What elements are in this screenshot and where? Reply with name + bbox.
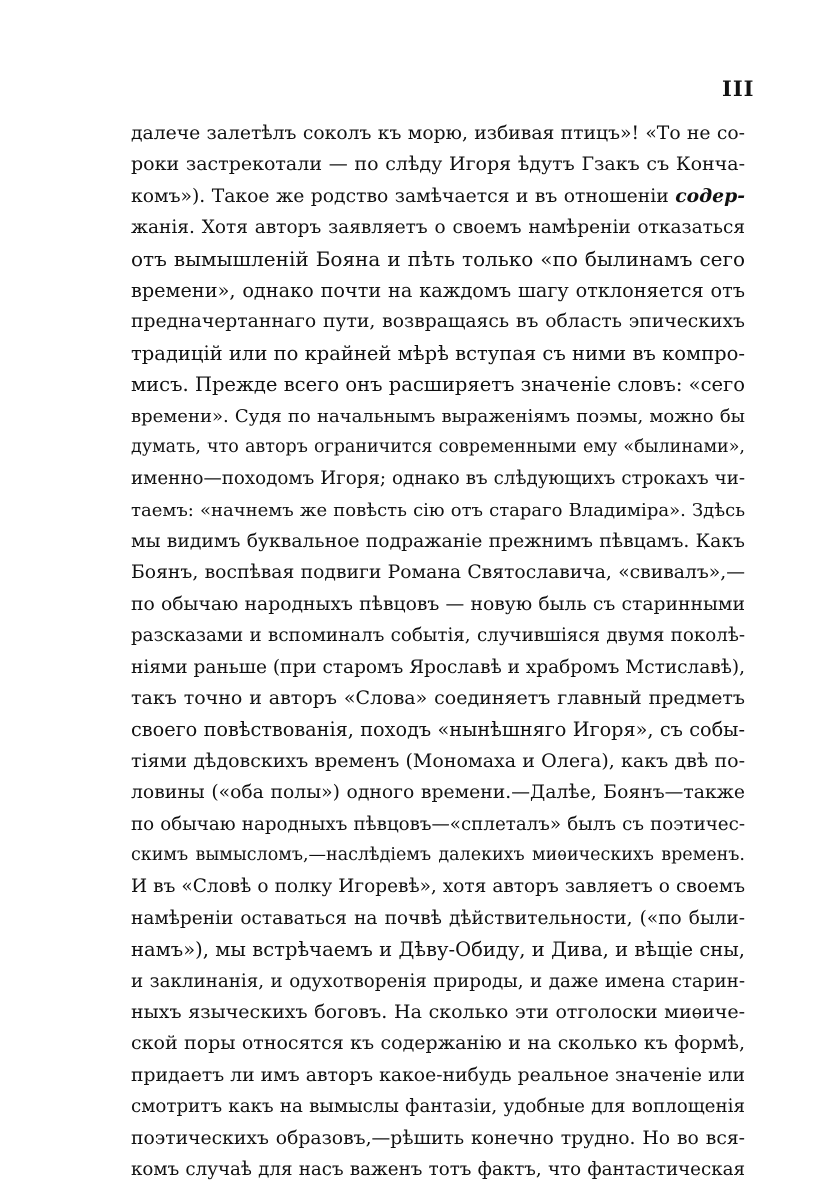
text-line-21: тіями дѣдовскихъ временъ (Мономаха и Олега), какъ двѣ по- xyxy=(131,749,745,772)
text-line-11: думать, что авторъ ограничится современными ему «былинами», xyxy=(131,436,745,457)
text-line-29: ныхъ языческихъ боговъ. На сколько эти отголоски миѳиче- xyxy=(131,1000,745,1023)
text-line-16: по обычаю народныхъ пѣвцовъ — новую быль съ старинными xyxy=(131,593,745,615)
text-line-13: таемъ: «начнемъ же повѣсть сію отъ стараго Владиміра». Здѣсь xyxy=(131,499,745,521)
text-line-34: комъ случаѣ для насъ важенъ тотъ фактъ, что фантастическая xyxy=(131,1158,745,1180)
body-text xyxy=(131,118,745,1185)
text-line-3 xyxy=(131,181,745,212)
text-line-23: по обычаю народныхъ пѣвцовъ—«сплеталъ» былъ съ поэтичес- xyxy=(131,813,745,835)
page-number: III xyxy=(722,76,755,101)
text-line-18: ніями раньше (при старомъ Ярославѣ и храбромъ Мстиславѣ), xyxy=(131,656,745,678)
text-line-24: скимъ вымысломъ,—наслѣдіемъ далекихъ миѳическихъ временъ. xyxy=(131,844,745,865)
text-line-32: смотритъ какъ на вымыслы фантазіи, удобные для воплощенія xyxy=(131,1096,745,1118)
text-line-30: ской поры относятся къ содержанію и на сколько къ формѣ, xyxy=(131,1032,745,1055)
text-line-20: своего повѣствованія, походъ «нынѣшняго Игоря», съ собы- xyxy=(131,718,745,742)
text-line-1: далече залетѣлъ соколъ къ морю, избивая птицъ»! «То не со- xyxy=(131,123,745,144)
text-line-6: времени», однако почти на каждомъ шагу отклоняется отъ xyxy=(131,278,745,302)
text-line-3-main: комъ»). Такое же родство замѣчается и въ отношеніи xyxy=(131,185,676,207)
text-line-33: поэтическихъ образовъ,—рѣшить конечно трудно. Но во вся- xyxy=(131,1127,745,1149)
text-line-31: придаетъ ли имъ авторъ какое-нибудь реальное значеніе или xyxy=(131,1064,745,1086)
text-line-28: и заклинанія, и одухотворенія природы, и даже имена старин- xyxy=(131,970,745,992)
text-line-7: предначертаннаго пути, возвращаясь въ область эпическихъ xyxy=(131,311,745,333)
text-line-25: И въ «Словѣ о полку Игоревѣ», хотя авторъ завляетъ о своемъ xyxy=(131,876,745,898)
text-line-17: разсказами и вспоминалъ событія, случившіяся двумя поколѣ- xyxy=(131,625,745,647)
text-line-27: намъ»), мы встрѣчаемъ и Дѣву-Обиду, и Дива, и вѣщіе сны, xyxy=(131,938,745,962)
text-line-26: намѣреніи оставаться на почвѣ дѣйствительности, («по были- xyxy=(131,907,745,929)
text-line-2: роки застрекотали — по слѣду Игоря ѣдутъ Гзакъ съ Конча- xyxy=(131,153,745,176)
text-line-22: ловины («оба полы») одного времени.—Далѣе, Боянъ—также xyxy=(131,782,745,804)
text-line-12: именно—походомъ Игоря; однако въ слѣдующихъ строкахъ чи- xyxy=(131,468,745,490)
text-line-19: такъ точно и авторъ «Слова» соединяетъ главный предметъ xyxy=(131,687,745,710)
text-line-4: жанія. Хотя авторъ заявляетъ о своемъ намѣреніи отказаться xyxy=(131,217,745,239)
text-line-9: мисъ. Прежде всего онъ расширяетъ значеніе словъ: «сего xyxy=(131,373,745,397)
text-line-15: Боянъ, воспѣвая подвиги Романа Святославича, «свивалъ»,— xyxy=(131,562,745,584)
text-line-10: времени». Судя по начальнымъ выраженіямъ поэмы, можно бы xyxy=(131,405,745,427)
italic-word-soderzhaniya: содер- xyxy=(675,184,745,207)
text-line-5: отъ вымышленій Бояна и пѣть только «по былинамъ сего xyxy=(131,246,745,271)
text-line-14: мы видимъ буквальное подражаніе прежнимъ пѣвцамъ. Какъ xyxy=(131,531,745,553)
text-line-8: традицій или по крайней мѣрѣ вступая съ ними въ компро- xyxy=(131,341,745,365)
